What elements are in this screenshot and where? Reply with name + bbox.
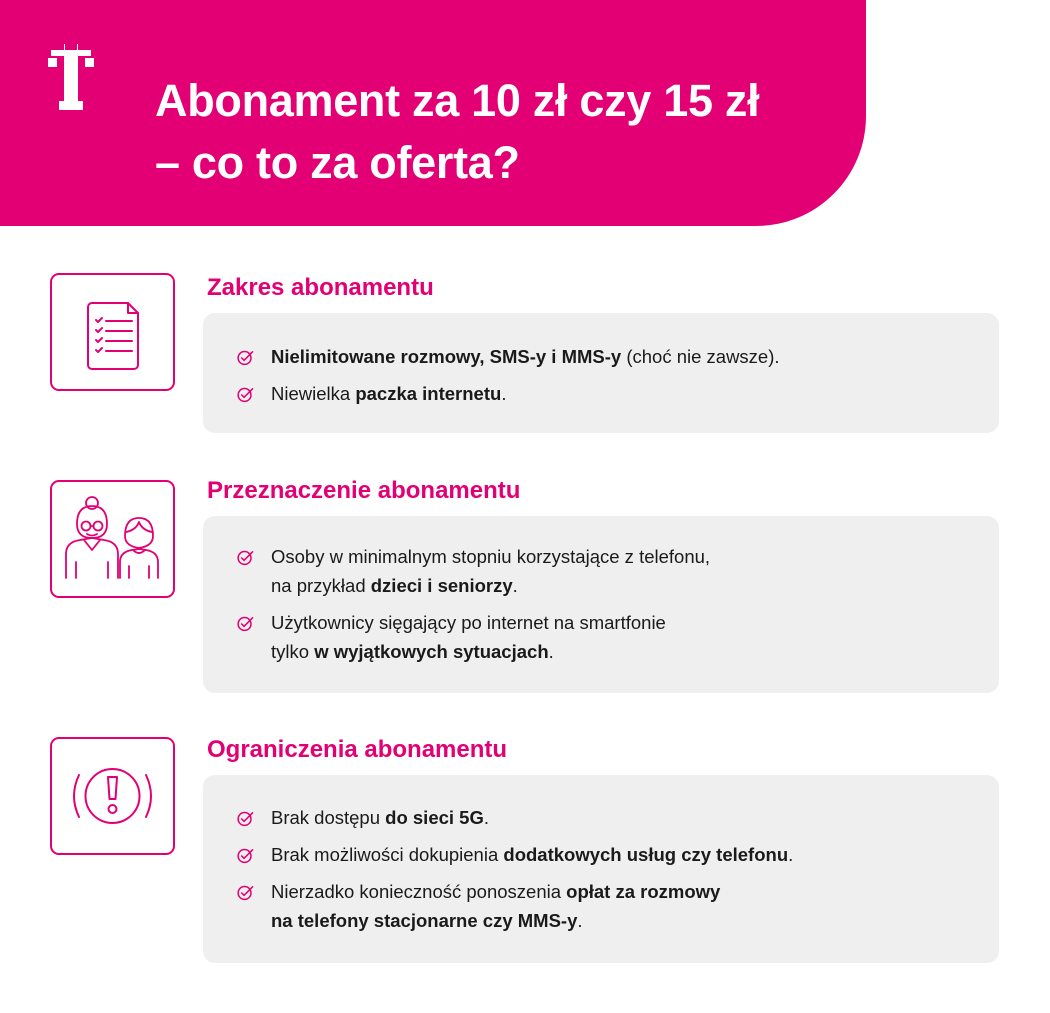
item-text: tylko <box>271 641 315 662</box>
item-text-bold: na telefony stacjonarne czy MMS-y <box>271 910 578 931</box>
section-icon-box <box>50 480 175 598</box>
header-banner <box>0 0 866 226</box>
page-title <box>155 70 835 194</box>
section-title: Przeznaczenie abonamentu <box>207 477 521 504</box>
item-list <box>237 342 780 416</box>
item-text: . <box>512 575 518 596</box>
check-circle-icon <box>237 810 254 827</box>
item-text-bold: opłat za rozmowy <box>566 881 721 902</box>
item-text-bold: paczka internetu <box>355 383 502 404</box>
section-panel <box>203 313 999 433</box>
check-circle-icon <box>237 615 254 632</box>
item-text: Niewielka <box>271 383 356 404</box>
check-circle-icon <box>237 884 254 901</box>
list-item <box>237 877 793 935</box>
item-text: (choć nie zawsze). <box>621 346 780 367</box>
item-text-bold: Nielimitowane rozmowy, SMS-y i MMS-y <box>271 346 622 367</box>
check-circle-icon <box>237 549 254 566</box>
item-text: . <box>501 383 507 404</box>
item-text: . <box>577 910 583 931</box>
section-icon-box <box>50 273 175 391</box>
senior-and-child-icon <box>52 482 173 596</box>
section-panel <box>203 516 999 693</box>
list-item <box>237 803 793 832</box>
item-text: Nierzadko konieczność ponoszenia <box>271 881 567 902</box>
item-text-bold: dzieci i seniorzy <box>370 575 513 596</box>
section-icon-box <box>50 737 175 855</box>
section-panel <box>203 775 999 963</box>
item-text: Użytkownicy sięgający po internet na smartfonie <box>271 612 666 633</box>
item-text: na przykład <box>271 575 371 596</box>
list-item <box>237 379 780 408</box>
check-circle-icon <box>237 349 254 366</box>
list-item <box>237 608 710 666</box>
section-title: Ograniczenia abonamentu <box>207 736 508 763</box>
item-text: . <box>788 844 794 865</box>
title-line-2: – co to za oferta? <box>155 137 520 188</box>
warning-exclamation-icon <box>52 739 173 853</box>
item-text: Osoby w minimalnym stopniu korzystające z telefonu, <box>271 546 711 567</box>
section-title: Zakres abonamentu <box>207 274 434 301</box>
telekom-t-logo-icon <box>48 44 94 110</box>
item-text-bold: w wyjątkowych sytuacjach <box>314 641 549 662</box>
item-text: . <box>548 641 554 662</box>
item-list <box>237 542 710 674</box>
check-circle-icon <box>237 386 254 403</box>
list-item <box>237 342 780 371</box>
item-text: Brak możliwości dokupienia <box>271 844 504 865</box>
check-circle-icon <box>237 847 254 864</box>
item-text: Brak dostępu <box>271 807 386 828</box>
list-item <box>237 840 793 869</box>
item-text-bold: dodatkowych usług czy telefonu <box>503 844 789 865</box>
item-list <box>237 803 793 943</box>
document-checklist-icon <box>52 275 173 389</box>
item-text: . <box>483 807 490 828</box>
item-text-bold: do sieci 5G <box>385 807 484 828</box>
title-line-1: Abonament za 10 zł czy 15 zł <box>155 75 760 126</box>
list-item <box>237 542 710 600</box>
